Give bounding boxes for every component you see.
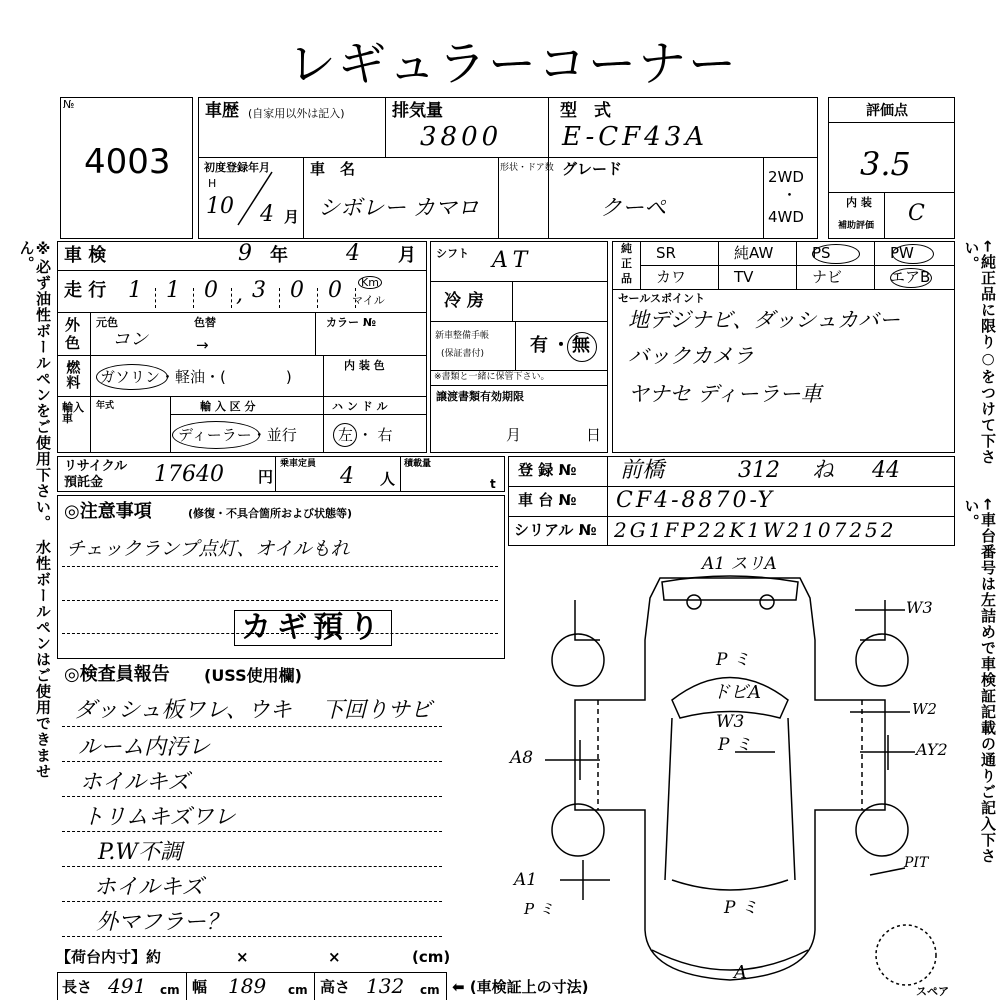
- drive-dot: ・: [782, 186, 798, 204]
- diagram-w3-right: W3: [906, 598, 933, 617]
- cargo-x2: ×: [328, 948, 341, 966]
- first-reg-month-unit: 月: [284, 208, 300, 226]
- aircon-label: 冷 房: [444, 291, 484, 311]
- change-color-label: 色替: [194, 316, 216, 329]
- first-reg-year: 10: [206, 194, 234, 219]
- grade-label: グレード: [562, 160, 623, 178]
- inspector-line-1-right: 下回りサビ: [322, 698, 433, 723]
- inspector-line-5: P.W不調: [98, 840, 182, 865]
- right-side-note-2: ←車台番号は左詰めで車検証記載の通りご記入下さい。: [962, 498, 997, 864]
- import-category-options: ディーラー・並行: [178, 426, 297, 444]
- mileage-digit: 0: [328, 278, 342, 303]
- recycle-value: 17640: [154, 462, 224, 487]
- option-item: カワ: [656, 268, 687, 286]
- score-label: 評価点: [866, 103, 908, 119]
- inspector-line-4: トリムキズワレ: [82, 805, 236, 830]
- page-title: レギュラーコーナー: [288, 36, 739, 92]
- cargo-unit: (cm): [412, 948, 451, 966]
- handle-options: 左 ・ 右: [338, 426, 393, 444]
- manual-sub: (保証書付): [441, 349, 485, 359]
- first-reg-era: H: [208, 177, 217, 190]
- registration-kana: ね: [812, 458, 835, 483]
- orig-color-label: 元色: [96, 316, 118, 329]
- mileage-digit: 0: [290, 278, 304, 303]
- mileage-comma: ,: [236, 282, 243, 307]
- width-value: 189: [228, 974, 267, 998]
- transfer-label: 譲渡書類有効期限: [436, 390, 524, 403]
- height-value: 132: [366, 974, 405, 998]
- recycle-label2: 預託金: [64, 475, 104, 490]
- shaken-year-unit: 年: [270, 245, 288, 266]
- sales-point-line-3: ヤナセ ディーラー車: [628, 382, 822, 406]
- diagram-a1-left: A1: [514, 870, 538, 890]
- option-item: SR: [656, 244, 676, 262]
- recycle-unit: 円: [258, 468, 274, 486]
- diagram-w3-center: W3: [716, 712, 745, 732]
- shape-doors-label: 形状・ドア数: [500, 163, 554, 173]
- load-unit: t: [490, 477, 496, 491]
- score-value: 3.5: [860, 145, 911, 183]
- registration-number: 44: [872, 458, 900, 483]
- exterior-color-label-sub: 色: [65, 334, 81, 352]
- length-value: 491: [108, 974, 147, 998]
- mileage-digit: 3: [252, 278, 266, 303]
- load-label: 積載量: [404, 459, 432, 469]
- option-item: エアB: [890, 268, 931, 286]
- diagram-pit: PIT: [904, 855, 929, 871]
- notes-stamp: カギ預り: [234, 610, 392, 646]
- model-type-value: E-CF43A: [562, 122, 709, 152]
- width-label: 幅: [192, 978, 208, 996]
- transfer-day: 日: [586, 426, 602, 444]
- diagram-a8: A8: [510, 748, 534, 768]
- lot-label: №: [63, 98, 75, 111]
- sales-points-label: セールスポイント: [618, 292, 706, 305]
- capacity-unit: 人: [380, 470, 396, 488]
- notes-label: ◎注意事項: [64, 501, 152, 522]
- car-name-label: 車 名: [310, 160, 356, 178]
- drive-4wd: 4WD: [768, 208, 804, 226]
- serial-label: シリアル №: [514, 521, 597, 539]
- inspector-line-1: ダッシュ板ワレ、ウキ: [74, 698, 292, 723]
- dimensions-note: ⬅ (車検証上の寸法): [452, 978, 589, 996]
- capacity-value: 4: [340, 464, 354, 489]
- notes-line-1: チェックランプ点灯、オイルもれ: [66, 538, 350, 560]
- inspector-line-3: ホイルキズ: [80, 770, 190, 795]
- color-code-label: カラー №: [326, 316, 377, 329]
- diagram-dpi-a: ドビA: [712, 682, 761, 703]
- lot-number: 4003: [84, 142, 171, 182]
- options-label-bot: 品: [621, 272, 632, 285]
- first-reg-month: 4: [260, 202, 274, 227]
- capacity-label: 乗車定員: [280, 459, 317, 469]
- mileage-digit: 1: [166, 278, 180, 303]
- option-item: TV: [734, 268, 754, 286]
- fuel-label: 燃料: [64, 360, 81, 390]
- handle-label: ハ ン ド ル: [332, 400, 388, 413]
- options-label-top: 純: [621, 242, 632, 255]
- mileage-digit: 0: [204, 278, 218, 303]
- chassis-label: 車 台 №: [518, 491, 577, 509]
- sales-point-line-2: バックカメラ: [628, 344, 754, 368]
- manual-no: 無: [572, 335, 590, 356]
- shift-value: AT: [492, 248, 534, 273]
- shaken-month-unit: 月: [398, 245, 416, 266]
- first-reg-label: 初度登録年月: [204, 161, 270, 174]
- interior-sublabel: 補助評価: [838, 221, 875, 231]
- inspector-line-6: ホイルキズ: [94, 875, 204, 900]
- right-side-note-1: ←純正品に限り○をつけて下さい。: [962, 240, 997, 465]
- shaken-month: 4: [346, 241, 360, 266]
- inspector-sub: (USS使用欄): [204, 666, 302, 685]
- import-category-label: 輸 入 区 分: [200, 400, 256, 413]
- registration-label: 登 録 №: [518, 461, 577, 479]
- manual-dot: ・: [552, 335, 570, 356]
- shaken-label: 車 検: [64, 245, 107, 266]
- mileage-unit-km: Km: [358, 276, 382, 289]
- mileage-label: 走 行: [64, 280, 107, 301]
- option-item: PS: [812, 244, 831, 262]
- inspector-label: ◎検査員報告: [64, 664, 170, 685]
- inspector-line-7: 外マフラー？: [96, 910, 229, 935]
- left-side-note: ※必ず油性ボールペンをご使用下さい。 水性ボールペンはご使用できません。: [17, 240, 52, 780]
- height-label: 高さ: [320, 978, 351, 996]
- diagram-p-mi-bottom: P ミ: [724, 898, 758, 918]
- displacement-value: 3800: [420, 122, 503, 152]
- diagram-p-mi-2: P ミ: [718, 735, 752, 755]
- mileage-unit-mile: マイル: [352, 294, 385, 307]
- history-note: (自家用以外は記入): [248, 107, 345, 120]
- registration-class: 312: [738, 458, 780, 483]
- diagram-w2: W2: [912, 700, 937, 718]
- mileage-digit: 1: [128, 278, 142, 303]
- serial-value: 2G1FP22K1W2107252: [614, 518, 897, 542]
- manual-note: ※書類と一緒に保管下さい。: [434, 372, 550, 382]
- notes-sub: (修復・不具合箇所および状態等): [188, 507, 353, 520]
- chassis-value: CF4-8870-Y: [616, 488, 776, 513]
- interior-color-label: 内 装 色: [344, 359, 385, 372]
- interior-label: 内 装: [846, 196, 872, 209]
- length-unit: cm: [160, 983, 180, 997]
- model-type-label: 型 式: [560, 101, 611, 121]
- sales-point-line-1: 地デジナビ、ダッシュカバー: [628, 308, 900, 332]
- import-label: 輸入車: [62, 401, 84, 425]
- cargo-x1: ×: [236, 948, 249, 966]
- color-arrow: →: [196, 336, 209, 354]
- diagram-spare: スペア: [916, 985, 949, 998]
- shift-label: シフト: [436, 247, 469, 260]
- registration-office: 前橋: [620, 458, 665, 483]
- manual-label: 新車整備手帳: [435, 331, 490, 341]
- inspector-line-2: ルーム内汚レ: [78, 735, 211, 760]
- exterior-color-label-main: 外: [65, 316, 81, 334]
- interior-value: C: [908, 201, 925, 226]
- transfer-month: 月: [506, 426, 522, 444]
- length-label: 長さ: [62, 978, 93, 996]
- options-label-mid: 正: [621, 257, 632, 270]
- diagram-ay2: AY2: [916, 740, 948, 759]
- diagram-p-mi-left: P ミ: [524, 900, 554, 918]
- fuel-options: ガソリン・軽油・( ): [100, 368, 292, 386]
- drive-2wd: 2WD: [768, 168, 804, 186]
- option-item: ナビ: [812, 268, 843, 286]
- history-label: 車歴: [205, 101, 239, 121]
- diagram-p-mi-1: P ミ: [716, 650, 750, 670]
- import-year-label: 年式: [96, 401, 115, 411]
- cargo-label: 【荷台内寸】約: [56, 948, 162, 966]
- option-item: 純AW: [734, 244, 774, 262]
- exterior-color-value: コン: [112, 329, 148, 350]
- diagram-a1-sua: A1 スリA: [702, 554, 777, 574]
- car-name-value: シボレー カマロ: [318, 196, 479, 221]
- grade-value: クーペ: [600, 196, 667, 221]
- option-item: PW: [890, 244, 914, 262]
- displacement-label: 排気量: [392, 101, 443, 121]
- shaken-year: 9: [238, 241, 252, 266]
- height-unit: cm: [420, 983, 440, 997]
- width-unit: cm: [288, 983, 308, 997]
- diagram-a-bottom: A: [734, 962, 747, 983]
- recycle-label: リサイクル: [64, 459, 128, 474]
- manual-yes: 有: [530, 335, 548, 356]
